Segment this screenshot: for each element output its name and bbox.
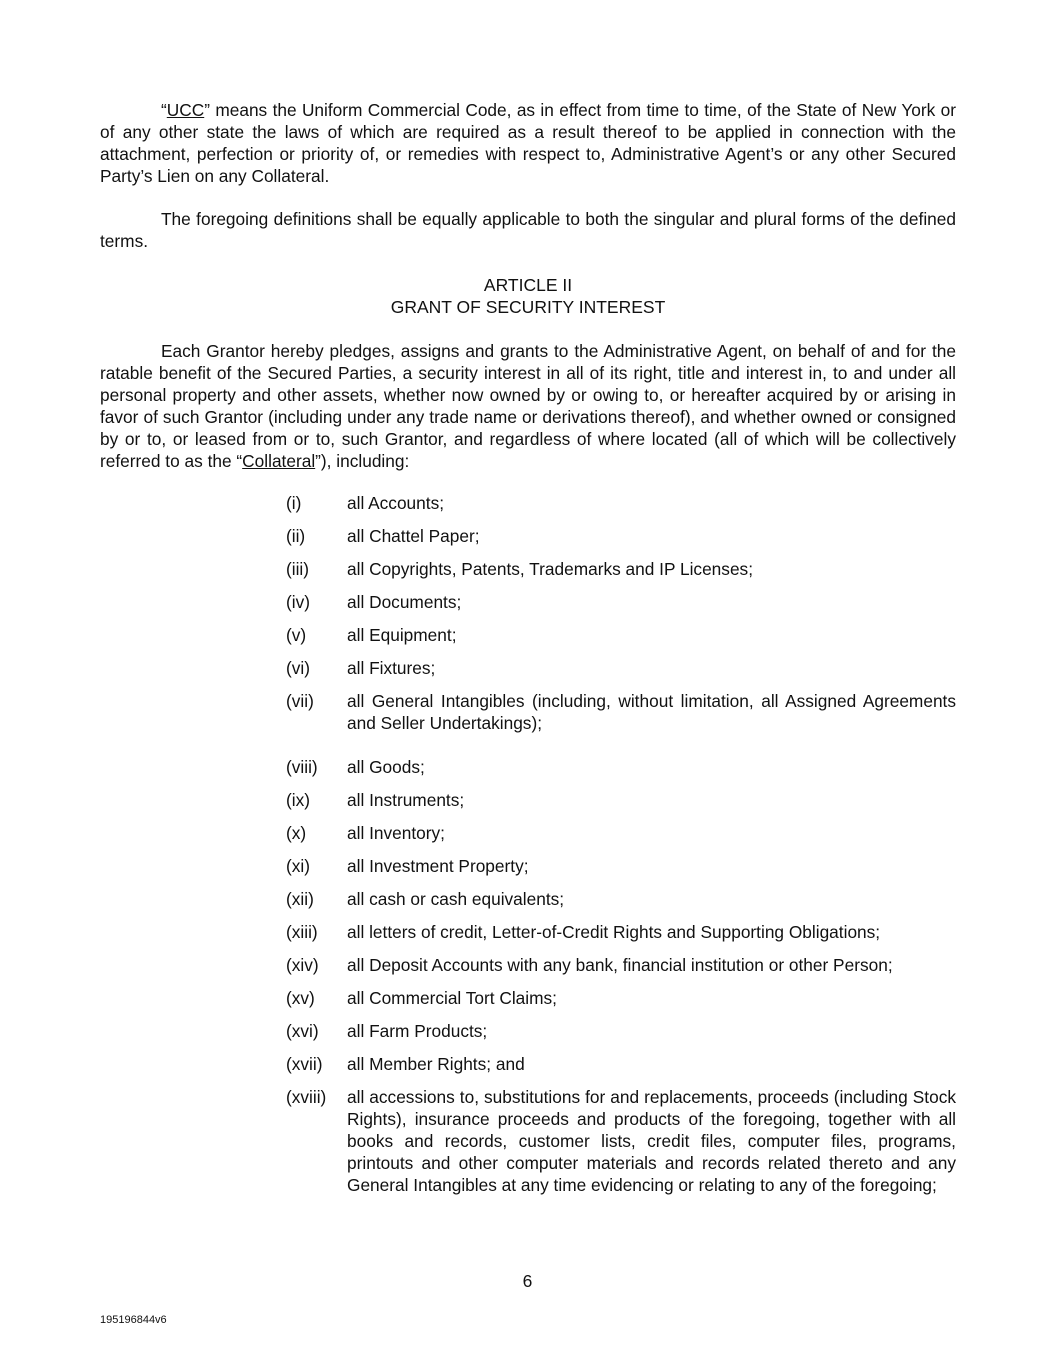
list-item-number: (xv) [286,988,315,1008]
list-item-number: (xvii) [286,1054,323,1074]
list-item [286,822,956,844]
list-item [286,492,956,514]
list-item-number: (xi) [286,856,310,876]
list-item [286,789,956,811]
list-item-number: (i) [286,493,302,513]
list-item-text: all Documents; [347,592,462,612]
list-item [286,624,956,646]
list-item [286,987,956,1009]
list-item [286,954,956,976]
list-item-text: all Inventory; [347,823,445,843]
list-item [286,657,956,679]
article-title: GRANT OF SECURITY INTEREST [390,297,666,317]
ucc-defined-term: UCC [166,100,205,120]
list-item-number: (xvi) [286,1021,319,1041]
collateral-defined-term: Collateral [242,451,316,471]
list-item [286,855,956,877]
list-item-text: all Member Rights; and [347,1054,525,1074]
list-item-text: all Accounts; [347,493,445,513]
document-id: 195196844v6 [100,1314,167,1326]
list-item-number: (v) [286,625,307,645]
list-item [286,1053,956,1075]
list-item-number: (viii) [286,757,318,777]
list-item-text: all Fixtures; [347,658,436,678]
list-item-number: (ix) [286,790,310,810]
list-item-number: (xiv) [286,955,319,975]
list-item-text: all General Intangibles (including, without limitation, all Assigned Agreements and Seller Undertakings); [347,691,956,733]
list-item-number: (xviii) [286,1087,327,1107]
list-item-text: all Investment Property; [347,856,529,876]
ucc-definition-paragraph: “UCC” means the Uniform Commercial Code, as in effect from time to time, of the State of New York or of any other state the laws of which are required as a result thereof to be applied in connection with the attachment, perfection or priority of, or remedies with respect to, Administrative Agent’s or any other Secured Party’s Lien on any Collateral. [100,100,956,186]
list-item [286,756,956,778]
list-item [286,1086,956,1196]
list-item-number: (x) [286,823,307,843]
list-item-number: (iii) [286,559,310,579]
list-item-text: all Goods; [347,757,425,777]
page-number: 6 [522,1271,533,1291]
list-item-number: (xiii) [286,922,318,942]
list-item [286,888,956,910]
foregoing-definitions-paragraph: The foregoing definitions shall be equally applicable to both the singular and plural forms of the defined terms. [100,209,956,251]
list-item [286,558,956,580]
list-item-number: (ii) [286,526,306,546]
list-item-number: (vi) [286,658,310,678]
list-item-text: all Commercial Tort Claims; [347,988,557,1008]
list-item [286,921,956,943]
collateral-list [286,492,956,1207]
list-item [286,690,956,734]
list-item-text: all Equipment; [347,625,457,645]
list-item-text: all letters of credit, Letter-of-Credit Rights and Supporting Obligations; [347,922,881,942]
list-item [286,525,956,547]
list-item-text: all Instruments; [347,790,465,810]
list-item-number: (xii) [286,889,314,909]
list-item-text: all cash or cash equivalents; [347,889,565,909]
list-item-number: (iv) [286,592,310,612]
list-item-text: all Copyrights, Patents, Trademarks and IP Licenses; [347,559,753,579]
list-item-text: all Deposit Accounts with any bank, financial institution or other Person; [347,955,893,975]
list-item-text: all Chattel Paper; [347,526,480,546]
list-item [286,1020,956,1042]
list-item [286,591,956,613]
list-item-text: all Farm Products; [347,1021,488,1041]
article-number: ARTICLE II [483,275,573,295]
list-item-number: (vii) [286,691,314,711]
list-item-text: all accessions to, substitutions for and replacements, proceeds (including Stock Rights), insurance proceeds and products of the foregoing, together with all books and records, customer lists, credit files, computer files, programs, printouts and other computer materials and records related thereto and any General Intangibles at any time evidencing or relating to any of the foregoing; [347,1087,956,1195]
grant-paragraph: Each Grantor hereby pledges, assigns and grants to the Administrative Agent, on behalf of and for the ratable benefit of the Secured Parties, a security interest in all of its right, title and interest in, to and under all personal property and other assets, whether now owned by or owing to, or hereafter acquired by or arising in favor of such Grantor (including under any trade name or derivations thereof), and whether owned or consigned by or to, or leased from or to, such Grantor, and regardless of where located (all of which will be collectively referred to as the “Collateral”), including: [100,341,956,471]
